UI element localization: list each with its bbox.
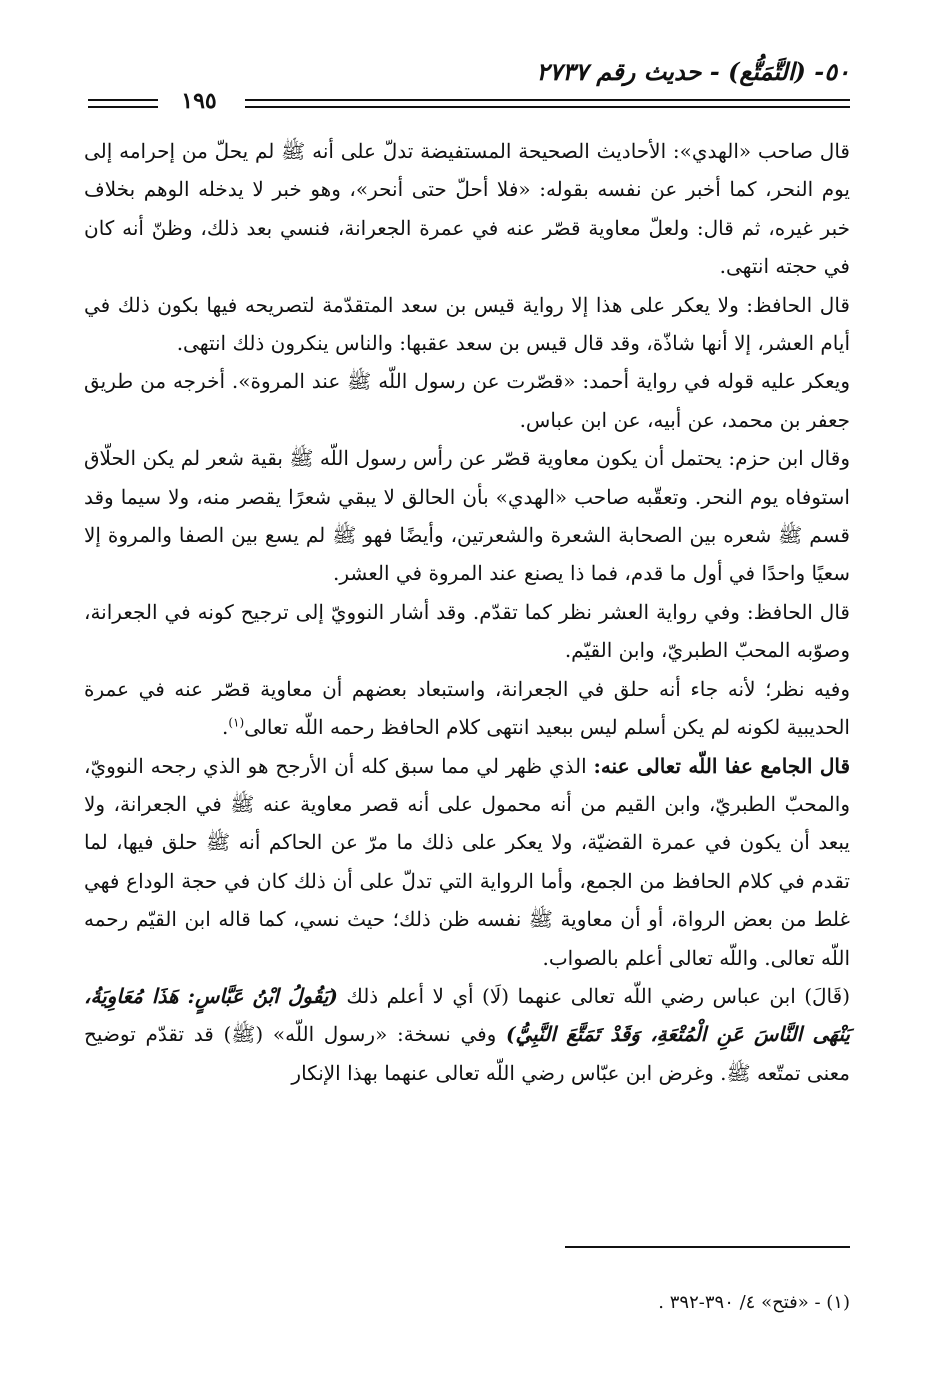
paragraph-4: وقال ابن حزم: يحتمل أن يكون معاوية قصّر عن رأس رسول اللّه ﷺ بقية شعر لم يكن الحلّاق استوفاه يوم النحر. وتعقّبه صاحب «الهدي» بأن الحالق لا يبقي شعرًا يقصر منه، ولا سيما وقد قسم ﷺ شعره بين الصحابة الشعرة والشعرتين، وأيضًا فهو ﷺ لم يسع بين الصفا والمروة إلا سعيًا واحدًا في أول ما قدم، فما ذا يصنع عند المروة في العشر.	[84, 446, 850, 586]
paragraph-7-text: الذي ظهر لي مما سبق كله أن الأرجح هو الذي رجحه النوويّ، والمحبّ الطبريّ، وابن القيم من أنه محمول على أنه قصر معاوية عنه ﷺ في الجعرانة، ولا يبعد أن يكون في عمرة القضيّة، ولا يعكر على ذلك ما مرّ عن الحاكم أنه ﷺ حلق فيها، لما تقدم في كلام الحافظ من الجمع، وأما الرواية التي تدلّ على أن ذلك كان في حجة الوداع فهي غلط من بعض الرواة، أو أن معاوية ﷺ نفسه ظن ذلك؛ حيث نسي، كما قاله ابن القيّم رحمه اللّه تعالى. واللّه تعالى أعلم بالصواب.	[84, 753, 850, 970]
paragraph-5: قال الحافظ: وفي رواية العشر نظر كما تقدّم. وقد أشار النوويّ إلى ترجيح كونه في الجعرانة، وصوّبه المحبّ الطبريّ، وابن القيّم.	[84, 599, 850, 663]
paragraph-6-text: وفيه نظر؛ لأنه جاء أنه حلق في الجعرانة، واستبعاد بعضهم أن معاوية قصّر عنه في عمرة الحديبية لكونه لم يكن أسلم ليس ببعيد انتهى كلام الحافظ رحمه اللّه تعالى	[84, 676, 850, 740]
paragraph-1: قال صاحب «الهدي»: الأحاديث الصحيحة المستفيضة تدلّ على أنه ﷺ لم يحلّ من إحرامه إلى يوم النحر، كما أخبر عن نفسه بقوله: «فلا أحلّ حتى أنحر»، وهو خبر لا يدخله الوهم بخلاف خبر غيره، ثم قال: ولعلّ معاوية قصّر عنه في عمرة الجعرانة، فنسي بعد ذلك، وظنّ أنه كان في حجته انتهى.	[84, 139, 850, 279]
footnote-separator	[565, 1246, 850, 1248]
paragraph-3: ويعكر عليه قوله في رواية أحمد: «قصّرت عن رسول اللّه ﷺ عند المروة». أخرجه من طريق جعفر بن محمد، عن أبيه، عن ابن عباس.	[84, 369, 850, 432]
author-note-lead: قال الجامع عفا اللّه تعالى عنه:	[593, 753, 850, 778]
paragraph-6-end: .	[221, 715, 229, 740]
footnote-reference: (١)	[228, 715, 245, 730]
hadith-quote: (يَقُولُ ابْنُ عَبَّاسٍ: هَذَا مُعَاوِيَةُ، يَنْهَى النَّاسَ عَنِ الْمُتْعَةِ، وَقَدْ تَمَتَّعَ النَّبِيُّ)	[84, 983, 850, 1047]
page-number: ١٩٥	[181, 88, 217, 114]
paragraph-8	[84, 977, 850, 1092]
paragraph-2: قال الحافظ: ولا يعكر على هذا إلا رواية قيس بن سعد المتقدّمة لتصريحه فيها بكون ذلك في أيام العشر، إلا أنها شاذّة، وقد قال قيس بن سعد عقبها: والناس ينكرون ذلك انتهى.	[84, 292, 850, 356]
paragraph-6	[84, 670, 850, 747]
paragraph-7	[84, 747, 850, 977]
page-header-title: ٥٠- (التَّمَتُّع) - حديث رقم ٢٧٣٧	[536, 57, 850, 86]
header-rule-short	[88, 99, 158, 108]
footnote: (١) - «فتح» ٤/ ٣٩٠-٣٩٢ .	[658, 1292, 850, 1313]
body-text	[84, 132, 850, 1092]
paragraph-8-text-a: (قَالَ) ابن عباس رضي اللّه تعالى عنهما (لَا) أي لا أعلم ذلك	[337, 983, 850, 1008]
paragraph-8-text-b: وفي نسخة: «رسول اللّه» (ﷺ) قد تقدّم توضيح معنى تمتّعه ﷺ. وغرض ابن عبّاس رضي اللّه تعالى عنهما بهذا الإنكار	[84, 1022, 850, 1085]
header-rule-long	[245, 99, 850, 108]
